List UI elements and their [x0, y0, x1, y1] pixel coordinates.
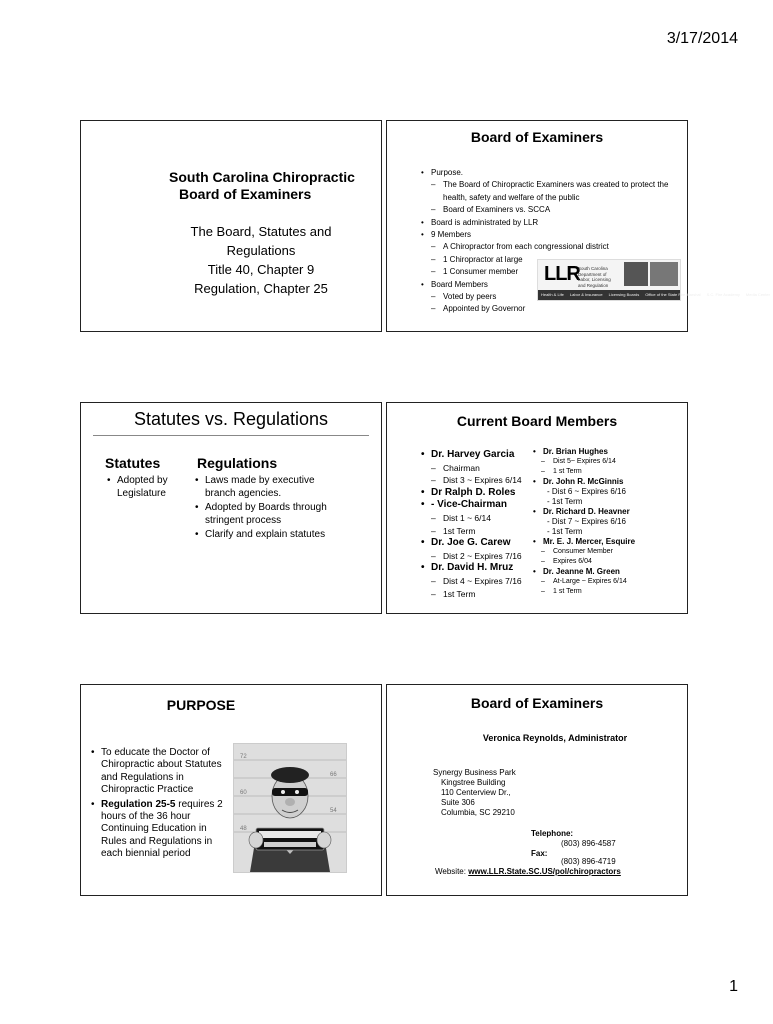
- list-item: • Board Members: [421, 279, 691, 291]
- list-item: – Chairman: [431, 462, 539, 475]
- address-line: 110 Centerview Dr.,: [441, 788, 511, 797]
- list-item: • Dr. Joe G. Carew: [421, 537, 539, 550]
- height-mark: 48: [240, 826, 247, 832]
- slide-statutes-vs-regulations: [80, 402, 382, 614]
- list-item: – Dist 3 ~ Expires 6/14: [431, 474, 539, 487]
- list-item: - 1st Term: [547, 497, 583, 506]
- list-item: – A Chiropractor from each congressional district: [431, 241, 691, 253]
- list-item: • - Vice-Chairman: [421, 499, 539, 512]
- title-divider: [93, 435, 369, 436]
- telephone-number: (803) 896-4587: [561, 839, 616, 848]
- statutes-list: [107, 475, 187, 500]
- page-number: 1: [729, 978, 738, 995]
- mugshot-illustration: [233, 743, 347, 873]
- list-item: • Dr. Brian Hughes: [533, 447, 683, 457]
- list-item: • Clarify and explain statutes: [195, 529, 345, 542]
- list-item: - 1st Term: [547, 527, 583, 536]
- purpose-list: [91, 747, 223, 863]
- list-item: • Adopted by Boards through stringent process: [195, 502, 345, 527]
- list-item: – The Board of Chiropractic Examiners was created to protect the health, safety and welfare of the public: [431, 179, 691, 204]
- slide-title-text: Board of Examiners: [470, 695, 604, 711]
- list-item: – Consumer Member: [541, 547, 683, 557]
- list-item: – Expires 6/04: [541, 557, 683, 567]
- banner-nav: [538, 290, 770, 300]
- list-item: – At-Large ~ Expires 6/14: [541, 577, 683, 587]
- print-date: 3/17/2014: [666, 30, 738, 47]
- address-line: Synergy Business Park: [433, 768, 516, 777]
- list-item: – Appointed by Governor: [431, 303, 691, 315]
- administrator-name: Veronica Reynolds, Administrator: [482, 733, 628, 743]
- list-item: – 1st Term: [431, 588, 539, 601]
- regulations-list: [195, 475, 345, 544]
- list-item: – Board of Examiners vs. SCCA: [431, 204, 691, 216]
- slide-current-board-members: [386, 402, 688, 614]
- llr-department-text: South Carolina Department of Labor, Licensing and Regulation: [578, 266, 611, 288]
- list-item: – 1 Chiropractor at large: [431, 254, 691, 266]
- website-link[interactable]: www.LLR.State.SC.US/pol/chiropractors: [468, 867, 621, 876]
- slide-title: [80, 120, 382, 332]
- list-item: • 9 Members: [421, 229, 691, 241]
- slide-title-text: Current Board Members: [456, 413, 618, 429]
- list-item: • Dr. John R. McGinnis: [533, 477, 683, 487]
- list-item: - Dist 7 ~ Expires 6/16: [547, 517, 626, 526]
- height-mark: 54: [330, 808, 337, 814]
- banner-photo: [650, 262, 678, 286]
- list-item: • Mr. E. J. Mercer, Esquire: [533, 537, 683, 547]
- llr-logo-banner: [537, 259, 770, 301]
- banner-nav-item: Media Center: [745, 292, 770, 297]
- address-line: Kingstree Building: [441, 778, 506, 787]
- list-item: – 1 Consumer member: [431, 266, 691, 278]
- banner-nav-item: Health & Life: [541, 292, 564, 297]
- list-item: - Dist 6 ~ Expires 6/16: [547, 487, 626, 496]
- slide-title-text: PURPOSE: [166, 697, 236, 713]
- slide-purpose: [80, 684, 382, 896]
- list-item: – Dist 2 ~ Expires 7/16: [431, 550, 539, 563]
- banner-photo: [624, 262, 648, 286]
- banner-nav-item: Labor & Insurance: [569, 292, 603, 297]
- telephone-label: Telephone:: [531, 829, 574, 838]
- address-block: [433, 768, 516, 818]
- list-item: • Laws made by executive branch agencies.: [195, 475, 345, 500]
- mugshot-image: [234, 744, 346, 872]
- banner-nav-item: S.C. Fire Academy: [706, 292, 740, 297]
- fax-label: Fax:: [531, 849, 548, 858]
- slide-board-of-examiners: [386, 120, 770, 332]
- height-mark: 60: [240, 790, 247, 796]
- address-line: Suite 306: [441, 798, 475, 807]
- list-item: • Dr. Jeanne M. Green: [533, 567, 683, 577]
- slide-board-contact: [386, 684, 688, 896]
- list-item: – Dist 5~ Expires 6/14: [541, 457, 683, 467]
- column-heading-regulations: Regulations: [197, 455, 278, 471]
- list-item: • Purpose.: [421, 167, 691, 179]
- list-item: • Board is administrated by LLR: [421, 217, 691, 229]
- slide-heading: South Carolina Chiropractic Board of Examiners: [169, 169, 355, 202]
- list-item: • Dr. David H. Mruz: [421, 562, 539, 575]
- fax-number: (803) 896-4719: [561, 857, 616, 866]
- slide-subtitle: The Board, Statutes and Regulations Title 40, Chapter 9 Regulation, Chapter 25: [190, 224, 332, 296]
- column-heading-statutes: Statutes: [105, 455, 161, 471]
- list-item: – 1 st Term: [541, 587, 683, 597]
- list-item: – 1 st Term: [541, 467, 683, 477]
- address-line: Columbia, SC 29210: [441, 808, 515, 817]
- list-item: • Adopted by Legislature: [107, 475, 187, 500]
- list-item: – 1st Term: [431, 525, 539, 538]
- list-item: • Dr. Richard D. Heavner: [533, 507, 683, 517]
- slide-title-text: Board of Examiners: [470, 129, 604, 145]
- list-item: • Dr Ralph D. Roles: [421, 487, 539, 500]
- members-list-left: [421, 449, 539, 600]
- height-mark: 66: [330, 772, 337, 778]
- list-item: – Voted by peers: [431, 291, 691, 303]
- list-item: – Dist 4 ~ Expires 7/16: [431, 575, 539, 588]
- height-mark: 72: [240, 754, 247, 760]
- list-item: • To educate the Doctor of Chiropractic about Statutes and Regulations in Chiropractic Practice: [91, 747, 223, 797]
- website: Website: www.LLR.State.SC.US/pol/chiropractors: [435, 867, 621, 876]
- banner-nav-item: Licensing Boards: [608, 292, 640, 297]
- banner-nav-item: Office of the State Fire Marshal: [645, 292, 701, 297]
- list-item: • Regulation 25-5 requires 2 hours of the 36 hour Continuing Education in Rules and Regulations in each biennial period: [91, 799, 223, 861]
- members-list-right: [533, 447, 683, 597]
- slide-title-text: Statutes vs. Regulations: [133, 409, 329, 429]
- list-item: • Dr. Harvey Garcia: [421, 449, 539, 462]
- list-item: – Dist 1 ~ 6/14: [431, 512, 539, 525]
- llr-logo: LLR: [544, 263, 580, 285]
